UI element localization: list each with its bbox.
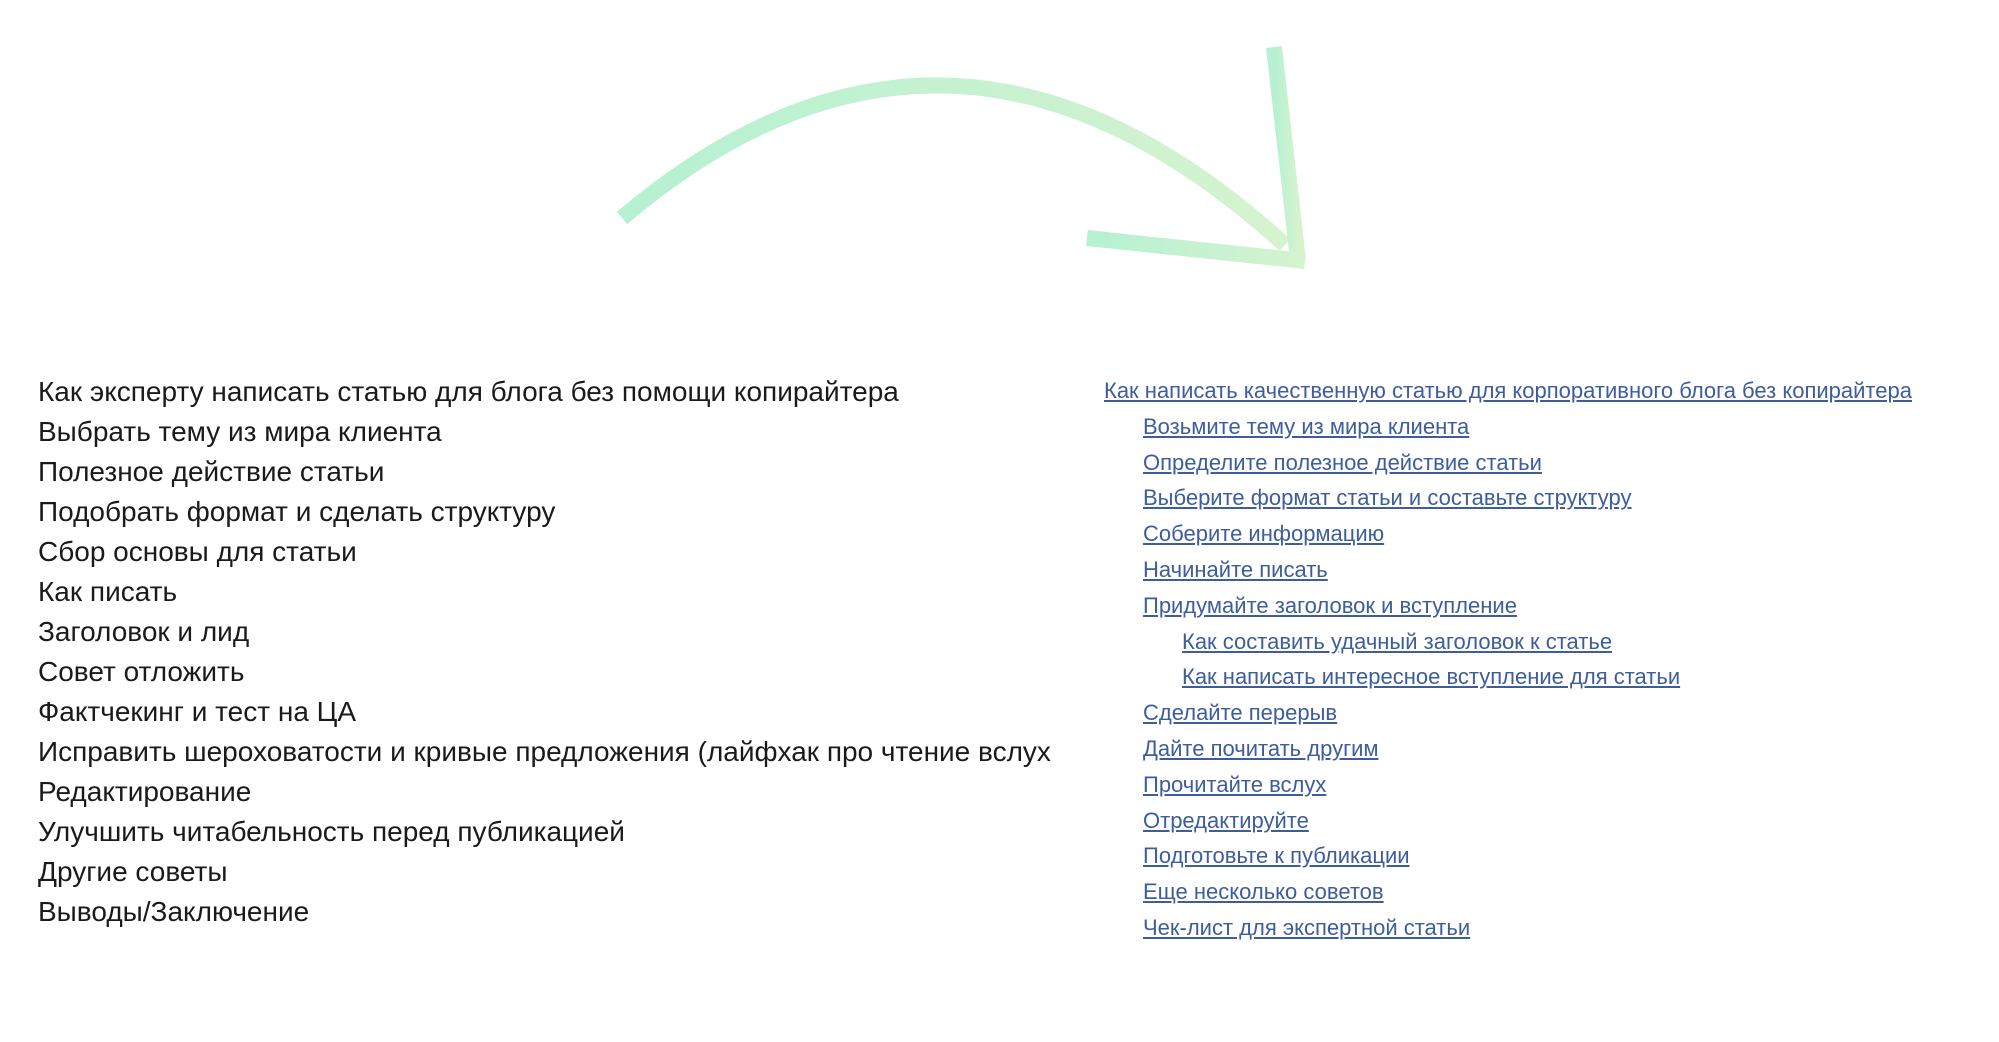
- toc-link[interactable]: Возьмите тему из мира клиента: [1143, 413, 1470, 439]
- toc-link[interactable]: Подготовьте к публикации: [1143, 843, 1410, 869]
- toc-link[interactable]: Сделайте перерыв: [1143, 700, 1338, 726]
- toc-link[interactable]: Как написать качественную статью для корпоративного блога без копирайтера: [1104, 378, 1912, 403]
- outline-item: Редактирование: [38, 776, 252, 807]
- outline-list: [38, 372, 1098, 932]
- toc-item: [1104, 480, 1994, 516]
- toc-item: [1104, 910, 1994, 946]
- toc-link[interactable]: Придумайте заголовок и вступление: [1143, 592, 1517, 618]
- curved-arrow-icon: [0, 0, 1999, 320]
- toc-item: [1104, 552, 1994, 588]
- table-of-contents: [1104, 373, 1994, 946]
- toc-link[interactable]: Прочитайте вслух: [1143, 771, 1327, 797]
- toc-item: [1104, 516, 1994, 552]
- toc-link[interactable]: Еще несколько советов: [1143, 879, 1384, 905]
- toc-link[interactable]: Отредактируйте: [1143, 807, 1309, 833]
- toc-item: [1104, 838, 1994, 874]
- outline-item: Исправить шероховатости и кривые предложения (лайфхак про чтение вслух: [38, 736, 1051, 767]
- toc-item: [1104, 659, 1994, 695]
- outline-item: Полезное действие статьи: [38, 456, 385, 487]
- outline-item: Подобрать формат и сделать структуру: [38, 496, 556, 527]
- toc-item: [1104, 874, 1994, 910]
- toc-link[interactable]: Выберите формат статьи и составьте структуру: [1143, 485, 1632, 511]
- toc-item: [1104, 373, 1994, 409]
- outline-item: Совет отложить: [38, 656, 245, 687]
- toc-item: [1104, 695, 1994, 731]
- toc-item: [1104, 588, 1994, 624]
- toc-item: [1104, 803, 1994, 839]
- toc-link[interactable]: Определите полезное действие статьи: [1143, 449, 1542, 475]
- outline-item: Как эксперту написать статью для блога без помощи копирайтера: [38, 376, 899, 407]
- outline-item: Другие советы: [38, 856, 228, 887]
- toc-item: [1104, 624, 1994, 660]
- outline-item: Заголовок и лид: [38, 616, 250, 647]
- toc-link[interactable]: Чек-лист для экспертной статьи: [1143, 914, 1471, 940]
- toc-item: [1104, 445, 1994, 481]
- toc-link[interactable]: Соберите информацию: [1143, 521, 1385, 547]
- toc-link[interactable]: Начинайте писать: [1143, 556, 1328, 582]
- outline-item: Выбрать тему из мира клиента: [38, 416, 442, 447]
- outline-item: Выводы/Заключение: [38, 896, 310, 927]
- toc-link[interactable]: Дайте почитать другим: [1143, 735, 1379, 761]
- outline-item: Улучшить читабельность перед публикацией: [38, 816, 625, 847]
- toc-item: [1104, 767, 1994, 803]
- toc-item: [1104, 409, 1994, 445]
- outline-item: Как писать: [38, 576, 178, 607]
- toc-item: [1104, 731, 1994, 767]
- arrow-curve: [622, 85, 1285, 245]
- outline-item: Фактчекинг и тест на ЦА: [38, 696, 357, 727]
- toc-link[interactable]: Как составить удачный заголовок к статье: [1182, 628, 1613, 654]
- outline-item: Сбор основы для статьи: [38, 536, 357, 567]
- toc-link[interactable]: Как написать интересное вступление для статьи: [1182, 664, 1681, 690]
